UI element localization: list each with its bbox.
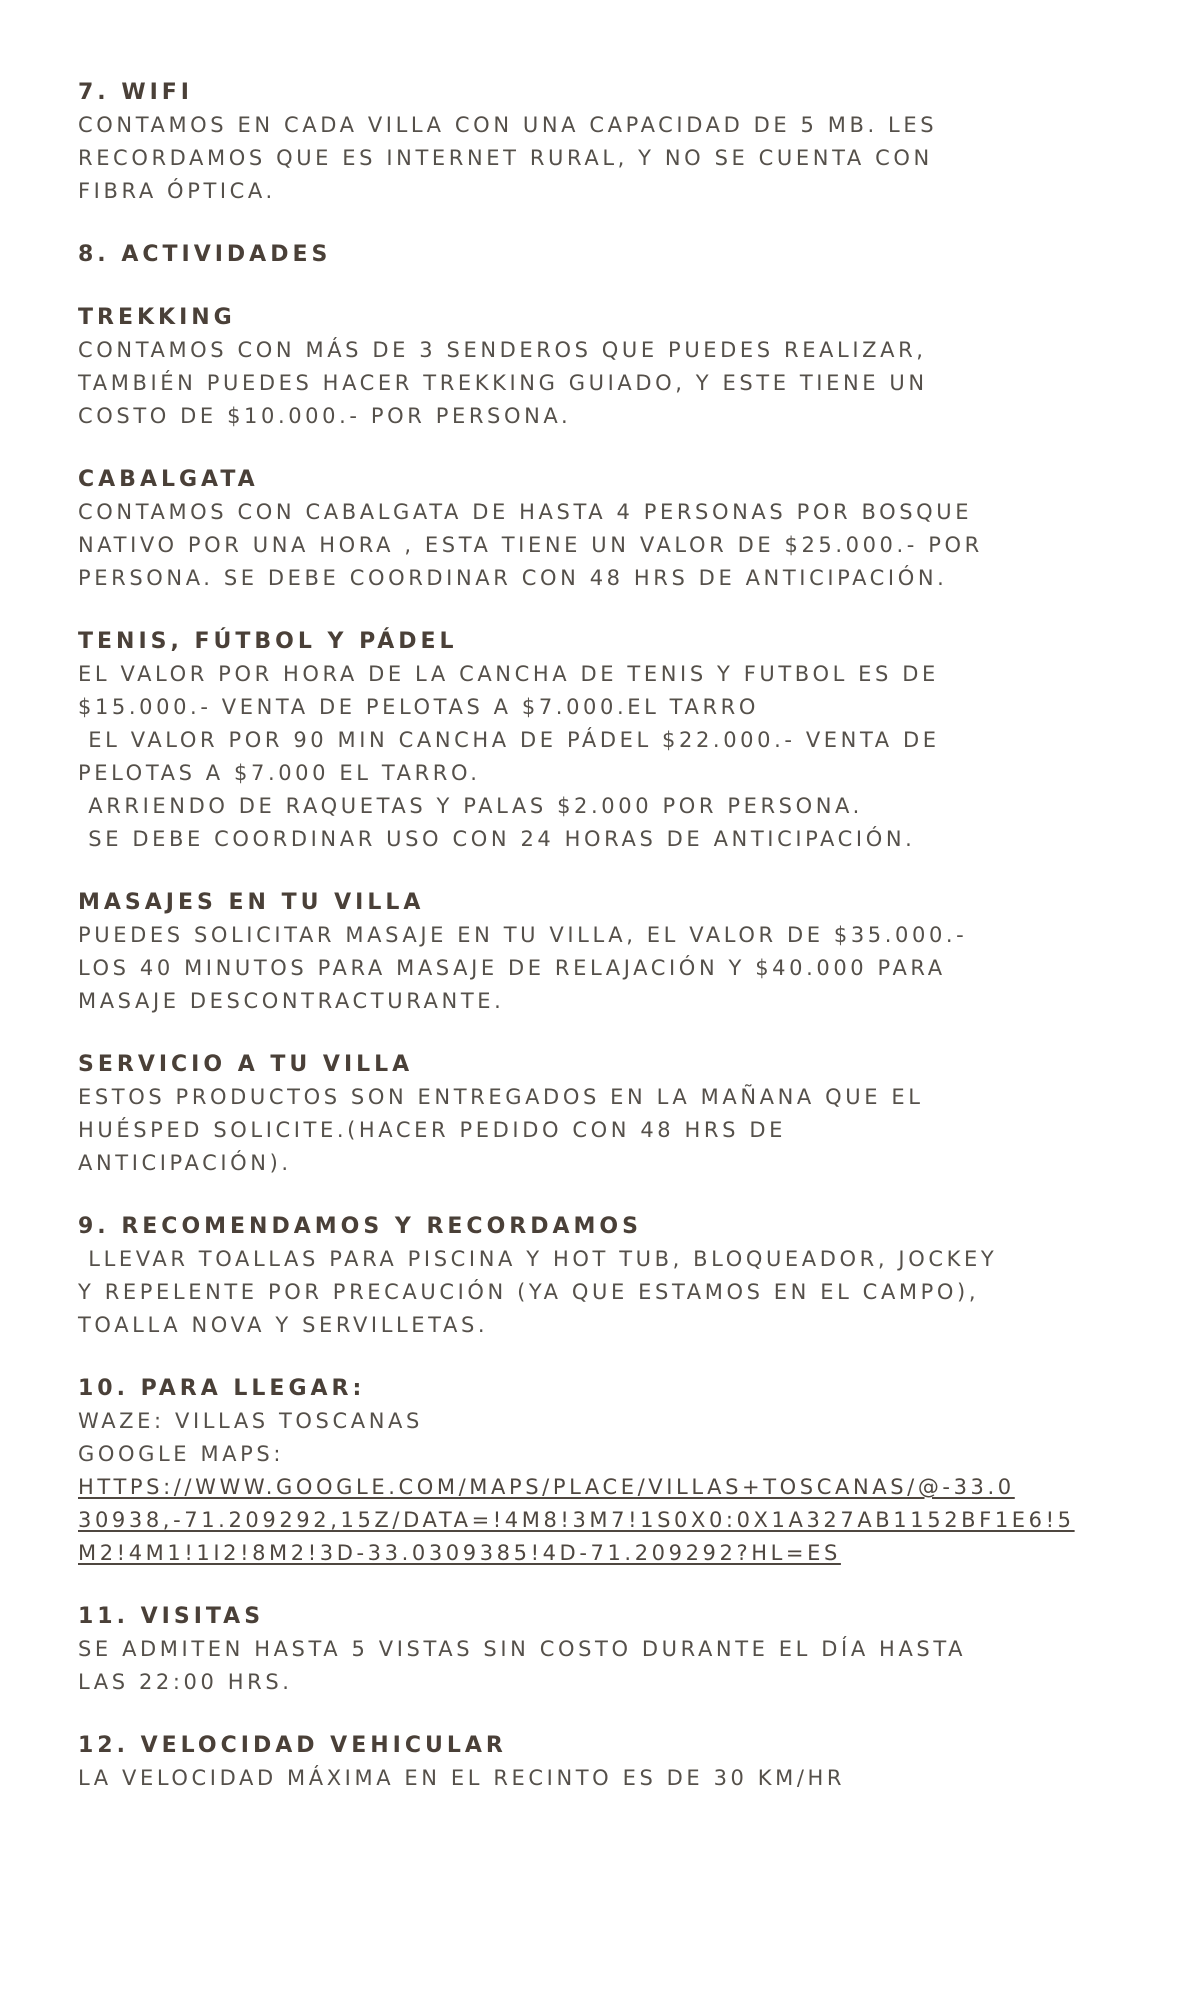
link-line[interactable]: M2!4M1!1I2!8M2!3D-33.0309385!4D-71.209292?HL=ES xyxy=(78,1541,841,1565)
body-line: PERSONA. SE DEBE COORDINAR CON 48 HRS DE ANTICIPACIÓN. xyxy=(78,566,948,590)
body-line: LOS 40 MINUTOS PARA MASAJE DE RELAJACIÓN Y $40.000 PARA xyxy=(78,956,946,980)
section-visitas xyxy=(78,1600,1158,1699)
body-line: FIBRA ÓPTICA. xyxy=(78,179,276,203)
body-line: SE DEBE COORDINAR USO CON 24 HORAS DE ANTICIPACIÓN. xyxy=(78,827,916,851)
body-line: GOOGLE MAPS: xyxy=(78,1442,285,1466)
section-cabalgata xyxy=(78,463,1158,595)
section-heading: TREKKING xyxy=(78,305,236,330)
section-heading: CABALGATA xyxy=(78,467,259,492)
body-line: PELOTAS A $7.000 EL TARRO. xyxy=(78,761,481,785)
body-line: LAS 22:00 HRS. xyxy=(78,1670,293,1694)
body-line: WAZE: VILLAS TOSCANAS xyxy=(78,1409,423,1433)
section-trekking xyxy=(78,301,1158,433)
section-heading: 11. VISITAS xyxy=(78,1604,265,1629)
section-heading: TENIS, FÚTBOL Y PÁDEL xyxy=(78,629,458,654)
section-recomendamos xyxy=(78,1210,1158,1342)
body-line: RECORDAMOS QUE ES INTERNET RURAL, Y NO SE CUENTA CON xyxy=(78,146,933,170)
section-velocidad xyxy=(78,1729,1158,1795)
body-line: CONTAMOS EN CADA VILLA CON UNA CAPACIDAD DE 5 MB. LES xyxy=(78,113,938,137)
link-line[interactable]: HTTPS://WWW.GOOGLE.COM/MAPS/PLACE/VILLAS+TOSCANAS/@-33.0 xyxy=(78,1475,1015,1499)
body-line: COSTO DE $10.000.- POR PERSONA. xyxy=(78,404,572,428)
section-wifi xyxy=(78,76,1158,208)
section-heading: 8. ACTIVIDADES xyxy=(78,242,332,267)
section-heading: MASAJES EN TU VILLA xyxy=(78,890,425,915)
link-line[interactable]: 30938,-71.209292,15Z/DATA=!4M8!3M7!1S0X0:0X1A327AB1152BF1E6!5 xyxy=(78,1508,1075,1532)
body-line: LA VELOCIDAD MÁXIMA EN EL RECINTO ES DE 30 KM/HR xyxy=(78,1766,846,1790)
section-tenis-futbol-padel xyxy=(78,625,1158,856)
body-line: EL VALOR POR 90 MIN CANCHA DE PÁDEL $22.000.- VENTA DE xyxy=(78,728,940,752)
body-line: ARRIENDO DE RAQUETAS Y PALAS $2.000 POR PERSONA. xyxy=(78,794,863,818)
section-heading: 12. VELOCIDAD VEHICULAR xyxy=(78,1733,507,1758)
body-line: Y REPELENTE POR PRECAUCIÓN (YA QUE ESTAMOS EN EL CAMPO), xyxy=(78,1280,980,1304)
body-line: ESTOS PRODUCTOS SON ENTREGADOS EN LA MAÑANA QUE EL xyxy=(78,1085,924,1109)
body-line: ANTICIPACIÓN). xyxy=(78,1151,292,1175)
section-actividades xyxy=(78,238,1158,271)
section-heading: 9. RECOMENDAMOS Y RECORDAMOS xyxy=(78,1214,642,1239)
body-line: PUEDES SOLICITAR MASAJE EN TU VILLA, EL VALOR DE $35.000.- xyxy=(78,923,968,947)
google-maps-link[interactable] xyxy=(78,1471,1158,1570)
section-servicio xyxy=(78,1048,1158,1180)
body-line: MASAJE DESCONTRACTURANTE. xyxy=(78,989,505,1013)
section-para-llegar xyxy=(78,1372,1158,1570)
body-line: LLEVAR TOALLAS PARA PISCINA Y HOT TUB, BLOQUEADOR, JOCKEY xyxy=(78,1247,998,1271)
section-heading: SERVICIO A TU VILLA xyxy=(78,1052,414,1077)
body-line: HUÉSPED SOLICITE.(HACER PEDIDO CON 48 HRS DE xyxy=(78,1118,786,1142)
body-line: NATIVO POR UNA HORA , ESTA TIENE UN VALOR DE $25.000.- POR xyxy=(78,533,983,557)
section-heading: 7. WIFI xyxy=(78,80,193,105)
body-line: SE ADMITEN HASTA 5 VISTAS SIN COSTO DURANTE EL DÍA HASTA xyxy=(78,1637,967,1661)
body-line: EL VALOR POR HORA DE LA CANCHA DE TENIS Y FUTBOL ES DE xyxy=(78,662,939,686)
section-masajes xyxy=(78,886,1158,1018)
document-page xyxy=(78,76,1158,1825)
body-line: TAMBIÉN PUEDES HACER TREKKING GUIADO, Y ESTE TIENE UN xyxy=(78,371,928,395)
body-line: CONTAMOS CON CABALGATA DE HASTA 4 PERSONAS POR BOSQUE xyxy=(78,500,973,524)
body-line: $15.000.- VENTA DE PELOTAS A $7.000.EL TARRO xyxy=(78,695,759,719)
body-line: CONTAMOS CON MÁS DE 3 SENDEROS QUE PUEDES REALIZAR, xyxy=(78,338,927,362)
body-line: TOALLA NOVA Y SERVILLETAS. xyxy=(78,1313,489,1337)
section-heading: 10. PARA LLEGAR: xyxy=(78,1376,366,1401)
